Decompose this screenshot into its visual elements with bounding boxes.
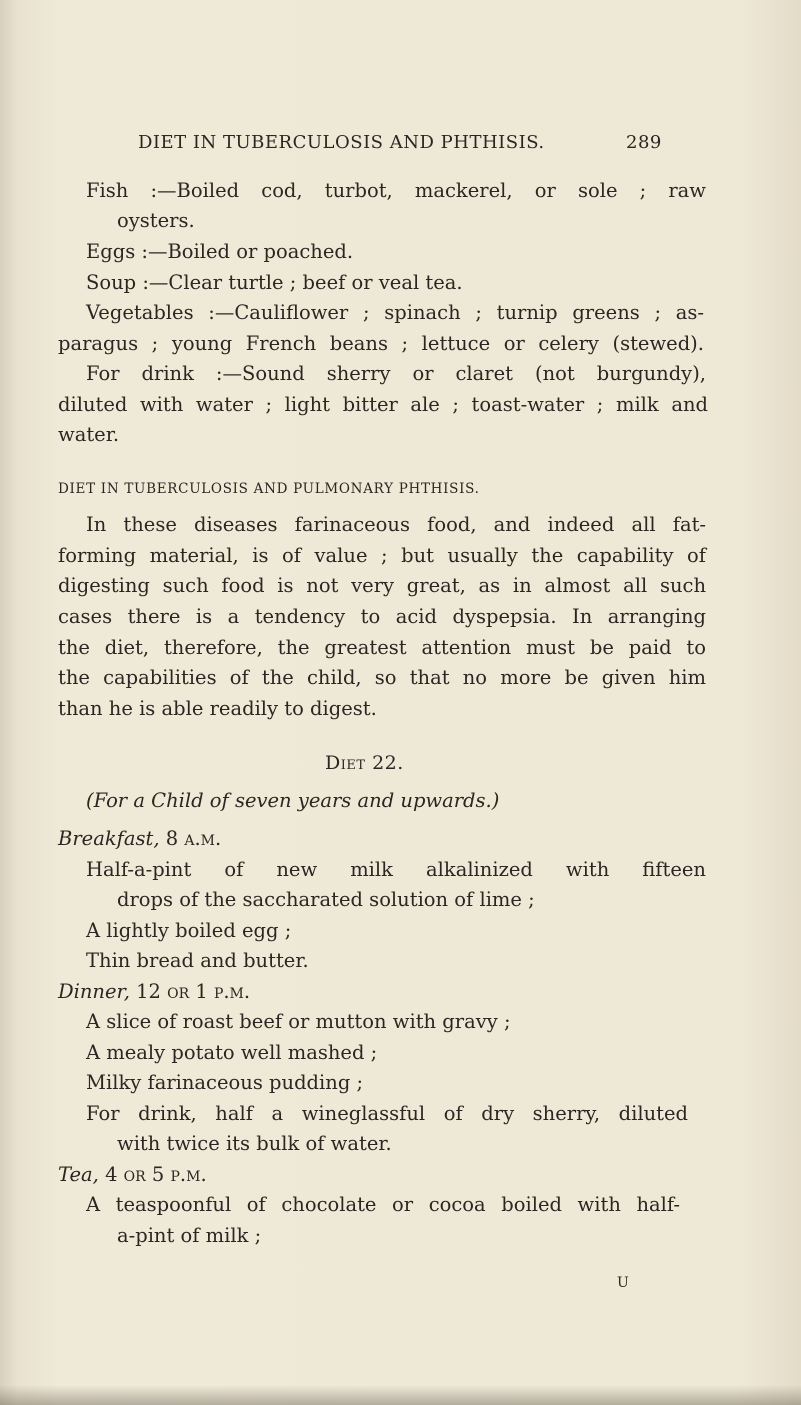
dinner-label: Dinner, — [58, 980, 130, 1003]
page-number: 289 — [626, 132, 662, 153]
para-line-3: digesting such food is not very great, as in almost all such — [58, 574, 706, 597]
dinner-item-1: A slice of roast beef or mutton with gravy ; — [86, 1010, 511, 1033]
eggs-line: Eggs :—Boiled or poached. — [86, 240, 354, 263]
running-title: DIET IN TUBERCULOSIS AND PHTHISIS. — [138, 132, 545, 153]
dinner-item-4-cont: with twice its bulk of water. — [117, 1132, 392, 1155]
drink-line-1: For drink :—Sound sherry or claret (not burgundy), — [86, 362, 706, 385]
signature-mark: U — [617, 1275, 629, 1291]
breakfast-item-1: Half-a-pint of new milk alkalinized with fifteen — [86, 858, 706, 881]
para-line-1: In these diseases farinaceous food, and indeed all fat- — [86, 513, 706, 536]
vegetables-line-2: paragus ; young French beans ; lettuce or celery (stewed). — [58, 332, 704, 355]
para-line-2: forming material, is of value ; but usually the capability of — [58, 544, 706, 567]
para-line-6: the capabilities of the child, so that no more be given him — [58, 666, 706, 689]
breakfast-item-3: Thin bread and butter. — [86, 949, 309, 972]
breakfast-item-2: A lightly boiled egg ; — [86, 919, 292, 942]
soup-line: Soup :—Clear turtle ; beef or veal tea. — [86, 271, 463, 294]
tea-label: Tea, — [58, 1163, 99, 1186]
para-line-7: than he is able readily to digest. — [58, 697, 377, 720]
dinner-item-3: Milky farinaceous pudding ; — [86, 1071, 364, 1094]
tea-heading — [58, 1160, 207, 1190]
para-line-4: cases there is a tendency to acid dyspepsia. In arranging — [58, 605, 706, 628]
page-edge-shadow — [0, 1385, 801, 1405]
fish-line-1: Fish :—Boiled cod, turbot, mackerel, or sole ; raw — [86, 179, 706, 202]
diet-title: Diet 22. — [325, 752, 404, 774]
vegetables-line-1: Vegetables :—Cauliflower ; spinach ; turnip greens ; as- — [86, 301, 704, 324]
fish-line-2: oysters. — [117, 209, 195, 232]
breakfast-label: Breakfast, — [58, 827, 160, 850]
breakfast-time: 8 a.m. — [165, 827, 222, 850]
tea-item-1: A teaspoonful of chocolate or cocoa boiled with half- — [86, 1193, 680, 1216]
diet-subtitle: (For a Child of seven years and upwards.) — [86, 789, 500, 812]
breakfast-heading — [58, 824, 221, 854]
section-heading: DIET IN TUBERCULOSIS AND PULMONARY PHTHISIS. — [58, 481, 480, 497]
dinner-item-2: A mealy potato well mashed ; — [86, 1041, 378, 1064]
drink-line-2: diluted with water ; light bitter ale ; toast-water ; milk and — [58, 393, 708, 416]
dinner-time: 12 or 1 p.m. — [136, 980, 251, 1003]
tea-item-1-cont: a-pint of milk ; — [117, 1224, 262, 1247]
breakfast-item-1-cont: drops of the saccharated solution of lime ; — [117, 888, 535, 911]
tea-time: 4 or 5 p.m. — [105, 1163, 207, 1186]
para-line-5: the diet, therefore, the greatest attention must be paid to — [58, 636, 706, 659]
dinner-heading — [58, 977, 250, 1007]
dinner-item-4: For drink, half a wineglassful of dry sherry, diluted — [86, 1102, 688, 1125]
drink-line-3: water. — [58, 423, 120, 446]
